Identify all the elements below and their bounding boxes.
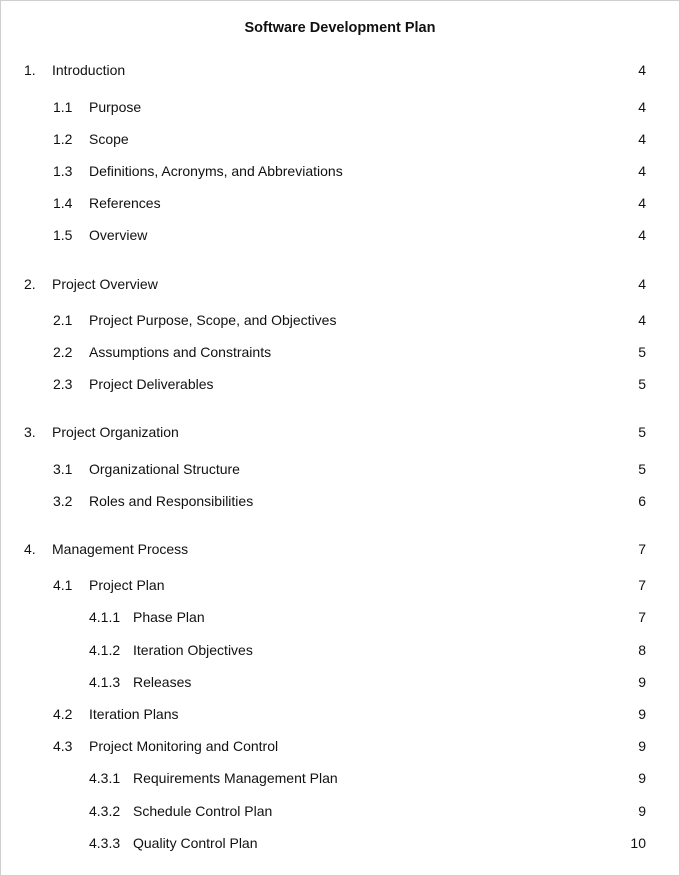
toc-page-number: 4 bbox=[638, 312, 646, 328]
toc-label: Iteration Plans bbox=[89, 706, 179, 722]
toc-label: Roles and Responsibilities bbox=[89, 493, 254, 509]
toc-page-number: 7 bbox=[638, 609, 646, 625]
toc-page-number: 5 bbox=[638, 376, 646, 392]
toc-number: 4.3.1 bbox=[89, 770, 121, 786]
toc-label: Project Overview bbox=[52, 276, 158, 292]
toc-entry[interactable] bbox=[1, 459, 679, 479]
toc-page-number: 10 bbox=[630, 835, 646, 851]
toc-entry[interactable] bbox=[1, 640, 679, 660]
toc-page-number: 9 bbox=[638, 770, 646, 786]
toc-entry[interactable] bbox=[1, 575, 679, 595]
toc-label: Project Purpose, Scope, and Objectives bbox=[89, 312, 337, 328]
toc-page-number: 4 bbox=[638, 195, 646, 211]
toc-label: Introduction bbox=[52, 62, 126, 78]
toc-number: 1.2 bbox=[53, 131, 73, 147]
toc-number: 4.1.1 bbox=[89, 609, 121, 625]
toc-entry[interactable] bbox=[1, 539, 679, 559]
toc-entry[interactable] bbox=[1, 161, 679, 181]
toc-number: 2.3 bbox=[53, 376, 73, 392]
toc-number: 2.2 bbox=[53, 344, 73, 360]
toc-number: 3. bbox=[24, 424, 36, 440]
toc-page-number: 5 bbox=[638, 461, 646, 477]
toc-number: 3.1 bbox=[53, 461, 73, 477]
toc-page-number: 4 bbox=[638, 62, 646, 78]
toc-page-number: 9 bbox=[638, 674, 646, 690]
toc-label: Scope bbox=[89, 131, 129, 147]
toc-number: 1.1 bbox=[53, 99, 73, 115]
toc-entry[interactable] bbox=[1, 193, 679, 213]
toc-number: 4. bbox=[24, 541, 36, 557]
toc-number: 1.3 bbox=[53, 163, 73, 179]
toc-entry[interactable] bbox=[1, 491, 679, 511]
toc-page-number: 7 bbox=[638, 577, 646, 593]
toc-page-number: 6 bbox=[638, 493, 646, 509]
toc-number: 2. bbox=[24, 276, 36, 292]
toc-number: 4.2 bbox=[53, 706, 73, 722]
toc-label: References bbox=[89, 195, 161, 211]
toc-page-number: 9 bbox=[638, 706, 646, 722]
toc-page-number: 4 bbox=[638, 131, 646, 147]
toc-number: 4.1.2 bbox=[89, 642, 121, 658]
toc-label: Phase Plan bbox=[133, 609, 205, 625]
toc-page-number: 5 bbox=[638, 424, 646, 440]
toc-page-number: 4 bbox=[638, 163, 646, 179]
toc-label: Project Organization bbox=[52, 424, 179, 440]
toc-label: Overview bbox=[89, 227, 148, 243]
toc-page-number: 4 bbox=[638, 276, 646, 292]
toc-entry[interactable] bbox=[1, 342, 679, 362]
toc-label: Project Deliverables bbox=[89, 376, 214, 392]
toc-entry[interactable] bbox=[1, 97, 679, 117]
toc-number: 4.3.3 bbox=[89, 835, 121, 851]
toc-entry[interactable] bbox=[1, 607, 679, 627]
toc-number: 1.5 bbox=[53, 227, 73, 243]
toc-page-number: 7 bbox=[638, 541, 646, 557]
toc-entry[interactable] bbox=[1, 672, 679, 692]
toc-page-number: 8 bbox=[638, 642, 646, 658]
toc-label: Definitions, Acronyms, and Abbreviations bbox=[89, 163, 343, 179]
toc-label: Quality Control Plan bbox=[133, 835, 258, 851]
toc-entry[interactable] bbox=[1, 704, 679, 724]
toc-page-number: 9 bbox=[638, 803, 646, 819]
toc-label: Requirements Management Plan bbox=[133, 770, 338, 786]
toc-entry[interactable] bbox=[1, 374, 679, 394]
toc-entry[interactable] bbox=[1, 833, 679, 853]
toc-entry[interactable] bbox=[1, 768, 679, 788]
toc-label: Management Process bbox=[52, 541, 189, 557]
toc-label: Purpose bbox=[89, 99, 142, 115]
toc-page-number: 5 bbox=[638, 344, 646, 360]
toc-number: 4.1 bbox=[53, 577, 73, 593]
toc-number: 1. bbox=[24, 62, 36, 78]
toc-entry[interactable] bbox=[1, 225, 679, 245]
toc-entry[interactable] bbox=[1, 129, 679, 149]
toc-entry[interactable] bbox=[1, 60, 679, 80]
toc-entry[interactable] bbox=[1, 801, 679, 821]
toc-label: Organizational Structure bbox=[89, 461, 240, 477]
toc-page-number: 4 bbox=[638, 99, 646, 115]
toc-entry[interactable] bbox=[1, 310, 679, 330]
toc-label: Assumptions and Constraints bbox=[89, 344, 272, 360]
toc-label: Releases bbox=[133, 674, 192, 690]
toc-page-number: 4 bbox=[638, 227, 646, 243]
toc-number: 3.2 bbox=[53, 493, 73, 509]
toc-page-number: 9 bbox=[638, 738, 646, 754]
toc-label: Schedule Control Plan bbox=[133, 803, 273, 819]
toc-label: Iteration Objectives bbox=[133, 642, 253, 658]
toc-number: 4.1.3 bbox=[89, 674, 121, 690]
toc-number: 1.4 bbox=[53, 195, 73, 211]
toc-label: Project Monitoring and Control bbox=[89, 738, 279, 754]
toc-number: 4.3 bbox=[53, 738, 73, 754]
toc-entry[interactable] bbox=[1, 736, 679, 756]
toc-label: Project Plan bbox=[89, 577, 165, 593]
document-title: Software Development Plan bbox=[244, 20, 436, 36]
toc-entry[interactable] bbox=[1, 274, 679, 294]
toc-number: 4.3.2 bbox=[89, 803, 121, 819]
toc-entry[interactable] bbox=[1, 422, 679, 442]
toc-number: 2.1 bbox=[53, 312, 73, 328]
